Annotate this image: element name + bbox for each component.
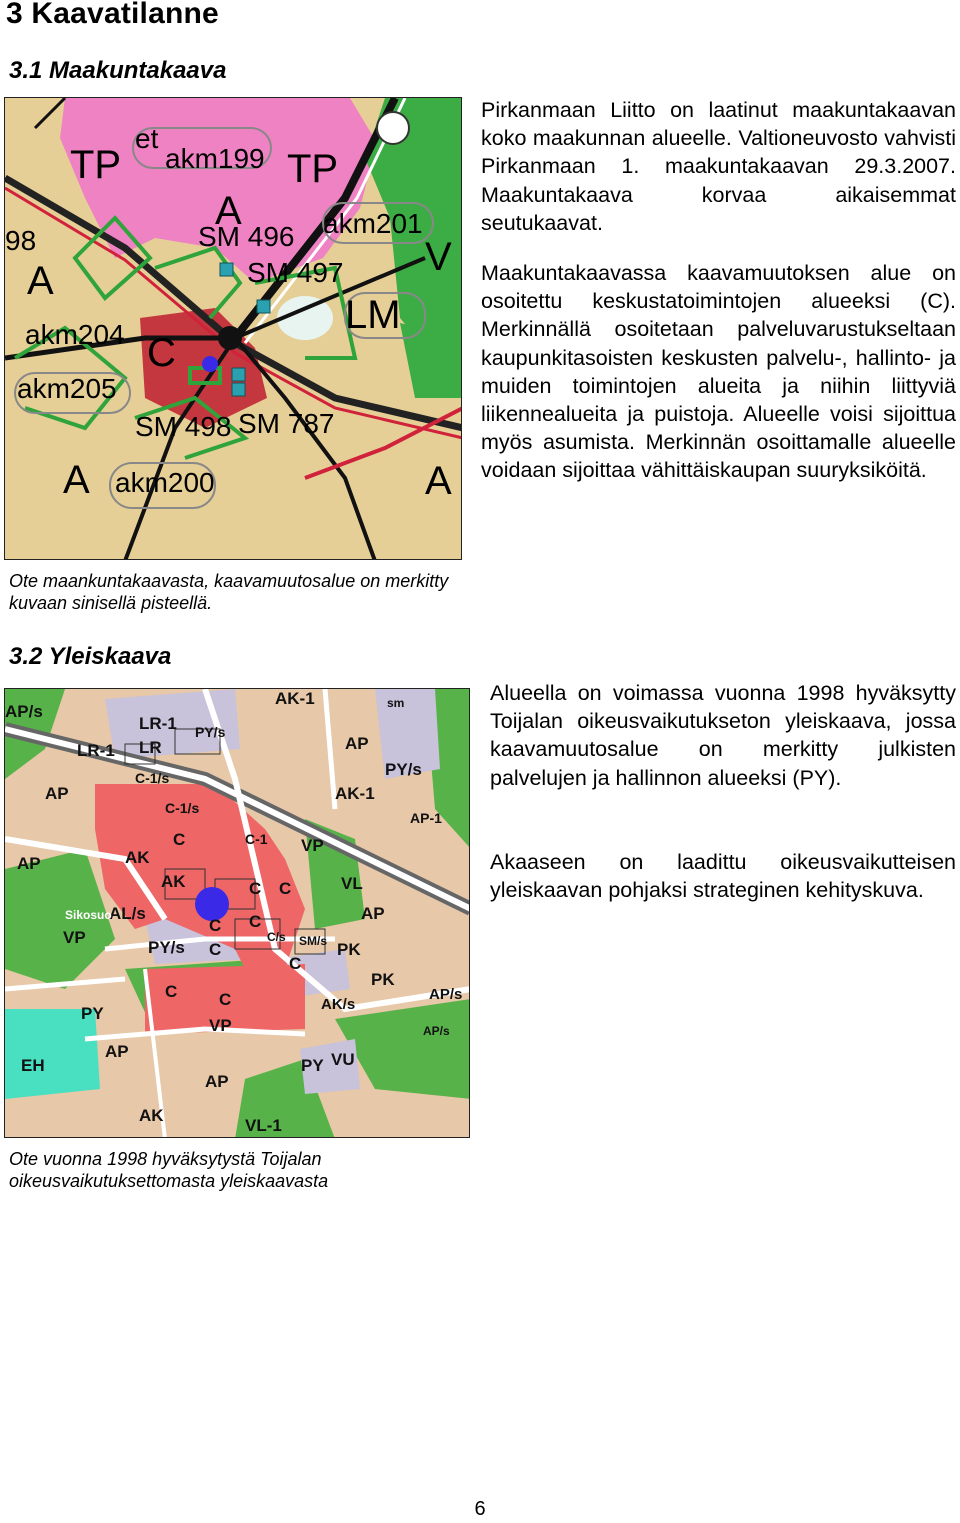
yleiskaava-map: [4, 688, 470, 1138]
map1-label: A: [27, 259, 54, 303]
map1-label: LM: [345, 293, 401, 337]
map2-label: AK-1: [335, 784, 375, 803]
map2-label: VL-1: [245, 1116, 282, 1135]
map1-label: 98: [5, 225, 37, 256]
map2-label: AP: [205, 1072, 229, 1091]
map2-label: AP/s: [429, 986, 463, 1003]
map1-label: SM 498: [135, 411, 232, 442]
map2-label: C: [249, 879, 262, 898]
map1-label: akm205: [17, 373, 117, 404]
map2-label: AP/s: [5, 702, 43, 721]
map1-label: akm199: [165, 143, 265, 174]
map2-label: AK: [139, 1106, 164, 1125]
map1-label: TP: [287, 147, 339, 191]
yleiskaava-caption: Ote vuonna 1998 hyväksytystä Toijalan oikeusvaikutuksettomasta yleiskaavasta: [9, 1149, 329, 1191]
map2-label: C: [289, 954, 302, 973]
maakuntakaava-paragraph-2: Maakuntakaavassa kaavamuutoksen alue on osoitettu keskustatoimintojen alueeksi (C). Merkinnällä osoitetaan palveluvarustukseltaan kaupunkitasoisten keskusten palvelu-, hallinto- ja muiden toimintojen alueita ja niihin liittyviä liikennealueita ja puistoja. Alueelle voisi sijoittua myös asumista. Merkinnän osoittamalle alueelle voidaan sijoittaa vähittäiskaupan suuryksiköitä.: [481, 261, 956, 483]
map2-label: VP: [209, 1016, 232, 1035]
map2-label: C: [249, 912, 262, 931]
map2-label: C-1/s: [165, 800, 200, 816]
map2-label: AP-1: [410, 810, 442, 826]
map1-label: et: [135, 123, 159, 154]
map1-label: C: [147, 331, 176, 375]
map2-label: C: [279, 879, 292, 898]
map2-label: AK: [125, 848, 150, 867]
map2-label: PK: [337, 940, 361, 959]
map2-label: PK: [371, 970, 395, 989]
map2-label: VP: [301, 836, 324, 855]
map2-label: C: [209, 940, 222, 959]
map2-label: PY/s: [385, 760, 422, 779]
map2-label: sm: [387, 696, 405, 710]
map2-label: AP: [45, 784, 69, 803]
map2-label: AP: [345, 734, 369, 753]
map2-label: AL/s: [109, 904, 146, 923]
map2-label: LR: [139, 738, 162, 757]
yleiskaava-paragraph-2: Akaaseen on laadittu oikeusvaikutteisen yleiskaavan pohjaksi strateginen kehityskuva.: [490, 850, 956, 903]
map1-change-area-marker: [202, 356, 218, 372]
map2-label: C: [165, 982, 178, 1001]
map1-label: A: [215, 189, 242, 233]
map2-label: PY/s: [148, 938, 185, 957]
map1-label: akm204: [25, 319, 125, 350]
map2-label: LR-1: [139, 714, 177, 733]
heading-yleiskaava: 3.2 Yleiskaava: [9, 643, 172, 670]
map1-label: SM 496: [198, 221, 295, 252]
map1-label: TP: [70, 143, 122, 187]
map1-label: SM 497: [247, 257, 344, 288]
map2-label: C: [219, 990, 232, 1009]
map2-label: SM/s: [299, 934, 328, 948]
map2-label: AP/s: [423, 1024, 450, 1038]
map2-label: C/s: [267, 930, 286, 944]
maakuntakaava-paragraph-1: Pirkanmaan Liitto on laatinut maakuntakaavan koko maakunnan alueelle. Valtioneuvosto vahvisti Pirkanmaan 1. maakuntakaavan 29.3.2007. Maakuntakaava korvaa aikaisemmat seutukaavat.: [481, 98, 956, 235]
map2-label: C-1: [245, 831, 268, 847]
map2-label: C: [173, 830, 186, 849]
map2-label: C: [209, 916, 222, 935]
heading-maakuntakaava: 3.1 Maakuntakaava: [9, 57, 227, 84]
map2-label: Sikosuo: [65, 908, 112, 922]
maakuntakaava-caption: Ote maankuntakaavasta, kaavamuutosalue on merkitty kuvaan sinisellä pisteellä.: [9, 571, 449, 613]
map2-label: VL: [341, 874, 363, 893]
map2-label: PY/s: [195, 724, 226, 740]
map2-label: VP: [63, 928, 86, 947]
yleiskaava-paragraph-1: Alueella on voimassa vuonna 1998 hyväksytty Toijalan oikeusvaikutukseton yleiskaava, jossa kaavamuutosalue on merkitty julkisten palvelujen ja hallinnon alueeksi (PY).: [490, 681, 956, 790]
map2-label: AP: [105, 1042, 129, 1061]
map2-label: VU: [331, 1050, 355, 1069]
map1-label: akm200: [115, 467, 215, 498]
map2-label: AK: [161, 872, 186, 891]
map2-label: AK-1: [275, 689, 315, 708]
map2-label: PY: [81, 1004, 104, 1023]
map2-label: AP: [361, 904, 385, 923]
map2-label: C-1/s: [135, 770, 170, 786]
map1-label: V: [425, 235, 452, 279]
map2-label: AK/s: [321, 996, 356, 1013]
section-title: 3 Kaavatilanne: [6, 0, 219, 30]
map1-label: SM 787: [238, 408, 335, 439]
map1-label: A: [63, 458, 90, 502]
map1-label: akm201: [323, 208, 423, 239]
map1-label: A: [425, 459, 452, 503]
maakuntakaava-map: [4, 97, 462, 560]
map2-label: PY: [301, 1056, 324, 1075]
map2-label: AP: [17, 854, 41, 873]
map2-label: EH: [21, 1056, 45, 1075]
page-number: 6: [474, 1498, 486, 1520]
map2-label: LR-1: [77, 741, 115, 760]
